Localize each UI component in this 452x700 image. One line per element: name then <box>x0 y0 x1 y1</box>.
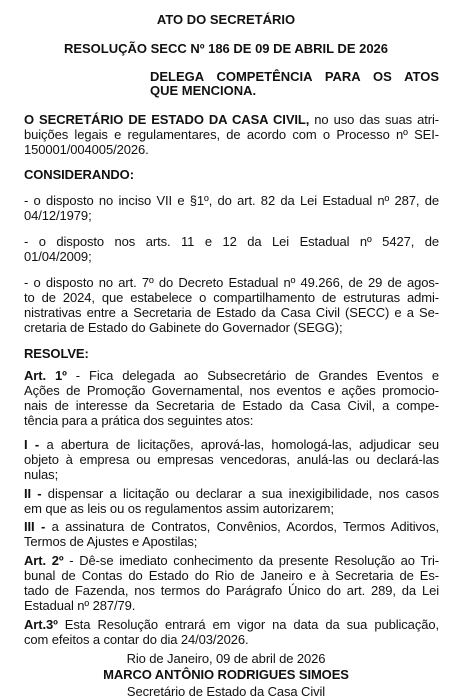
item-i-label: I - <box>24 437 40 452</box>
art3-label: Art.3º <box>24 617 58 632</box>
art1-line-4: tência para a prática dos seguintes atos: <box>24 413 254 428</box>
preamble-text: no uso das suas atri- <box>309 112 439 127</box>
art1-line-1 <box>24 368 439 384</box>
item-i-line-3: nulas; <box>24 467 59 482</box>
art2-label: Art. 2º <box>24 553 64 568</box>
art2-text: - Dê-se imediato conhecimento da presente Resolução ao Tri- <box>63 553 440 568</box>
ementa-line-1: DELEGA COMPETÊNCIA PARA OS ATOS <box>150 69 439 84</box>
item-iii-label: III - <box>24 519 46 534</box>
item-ii-text: dispensar a licitação ou declarar a sua inexigibilidade, nos casos <box>41 486 439 501</box>
item-i-text: a abertura de licitações, aprová-las, homologá-las, adjudicar seu <box>39 437 439 452</box>
art1-line-2: Ações de Promoção Governamental, nos eventos e ações promocio- <box>24 383 439 398</box>
resolve-heading: RESOLVE: <box>24 346 89 361</box>
considerando-heading: CONSIDERANDO: <box>24 167 134 182</box>
preamble-line-2: buições legais e regulamentares, de acordo com o Processo nº SEI- <box>24 127 439 142</box>
item-ii-line-1 <box>24 486 439 502</box>
art1-text: - Fica delegada ao Subsecretário de Grandes Eventos e <box>66 368 439 383</box>
preamble-line-3: 150001/004005/2026. <box>24 142 149 157</box>
resolution-title: RESOLUÇÃO SECC Nº 186 DE 09 DE ABRIL DE 2026 <box>63 41 389 56</box>
item-ii-label: II - <box>24 486 42 501</box>
item-iii-line-2: Termos de Ajustes e Apostilas; <box>24 534 198 549</box>
act-title: ATO DO SECRETÁRIO <box>156 12 296 27</box>
considerando-3-line-1: - o disposto no art. 7º do Decreto Estadual nº 49.266, de 29 de agos- <box>24 275 439 290</box>
item-i-line-1 <box>24 437 439 453</box>
preamble-authority: O SECRETÁRIO DE ESTADO DA CASA CIVIL, <box>24 112 310 127</box>
art1-line-3: nais de interesse da Secretaria de Estado da Casa Civil, a compe- <box>24 398 439 413</box>
place-date: Rio de Janeiro, 09 de abril de 2026 <box>126 651 326 666</box>
art1-label: Art. 1º <box>24 368 67 383</box>
item-iii-line-1 <box>24 519 439 535</box>
signatory-name: MARCO ANTÔNIO RODRIGUES SIMOES <box>103 667 349 682</box>
item-i-line-2: objeto à empresa ou empresas vencedoras, anulá-las ou declará-las <box>24 452 439 467</box>
considerando-3-line-4: cretaria de Estado do Gabinete do Governador (SEGG); <box>24 320 343 335</box>
art3-text: Esta Resolução entrará em vigor na data da sua publicação, <box>57 617 439 632</box>
art2-line-4: Estadual nº 287/79. <box>24 598 136 613</box>
considerando-3-line-2: to de 2024, que estabelece o compartilhamento de estruturas admi- <box>24 290 439 305</box>
ementa-line-2: QUE MENCIONA. <box>150 83 257 98</box>
signatory-role-clip <box>0 684 452 699</box>
art3-line-2: com efeitos a contar do dia 24/03/2026. <box>24 632 249 647</box>
preamble-line-1 <box>24 112 439 128</box>
item-iii-text: a assinatura de Contratos, Convênios, Acordos, Termos Aditivos, <box>45 519 439 534</box>
art2-line-2: bunal de Contas do Estado do Rio de Janeiro e à Secretaria de Es- <box>24 568 439 583</box>
art2-line-1 <box>24 553 439 569</box>
item-ii-line-2: em que as leis ou os regulamentos assim autorizarem; <box>24 501 334 516</box>
considerando-3-line-3: nistrativas entre a Secretaria de Estado da Casa Civil (SECC) e a Se- <box>24 305 439 320</box>
considerando-2-line-1: - o disposto nos arts. 11 e 12 da Lei Estadual nº 5427, de <box>24 234 439 249</box>
art2-line-3: tado de Fazenda, nos termos do Parágrafo Único do art. 289, da Lei <box>24 583 439 598</box>
considerando-1-line-2: 04/12/1979; <box>24 208 92 223</box>
art3-line-1 <box>24 617 439 633</box>
signatory-role: Secretário de Estado da Casa Civil <box>126 684 326 699</box>
considerando-2-line-2: 01/04/2009; <box>24 249 92 264</box>
considerando-1-line-1: - o disposto no inciso VII e §1º, do art. 82 da Lei Estadual nº 287, de <box>24 193 439 208</box>
